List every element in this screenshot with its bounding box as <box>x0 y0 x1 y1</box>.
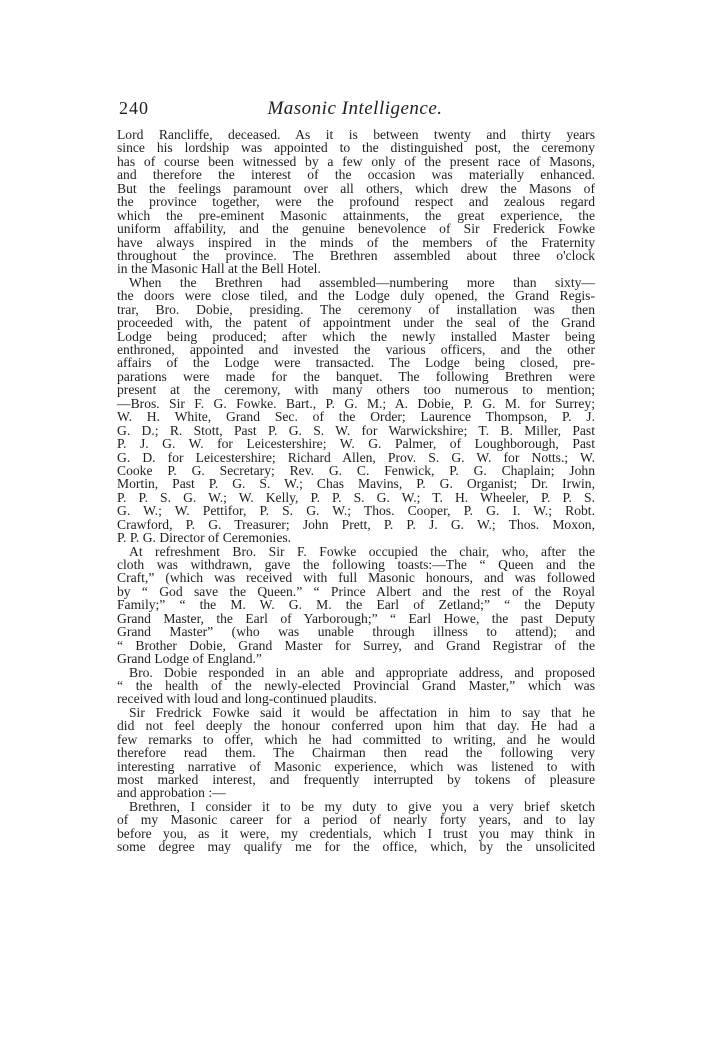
paragraph <box>117 706 595 800</box>
text-line: Bro. Dobie responded in an able and appropriate address, and proposed <box>129 664 595 680</box>
text-line: P. J. G. W. for Leicestershire; W. G. Palmer, of Loughborough, Past <box>117 436 595 452</box>
text-line: G. D. for Leicestershire; Richard Allen, Prov. S. G. W. for Notts.; W. <box>117 449 595 465</box>
text-line: Crawford, P. G. Treasurer; John Prett, P. P. J. G. W.; Thos. Moxon, <box>117 516 595 532</box>
text-line: parations were made for the banquet. The following Brethren were <box>117 368 595 384</box>
text-line: Lord Rancliffe, deceased. As it is between twenty and thirty years <box>117 127 595 142</box>
text-line: Cooke P. G. Secretary; Rev. G. C. Fenwick, P. G. Chaplain; John <box>117 462 595 478</box>
text-line: have always inspired in the minds of the members of the Fraternity <box>117 234 595 250</box>
text-line: When the Brethren had assembled—numbering more than sixty— <box>129 274 595 290</box>
text-line: uniform affability, and the genuine benevolence of Sir Frederick Fowke <box>117 221 595 237</box>
text-line: Grand Master, the Earl of Yarborough;” “ Earl Howe, the past Deputy <box>117 610 595 626</box>
page-number: 240 <box>119 98 149 118</box>
text-line: G. W.; W. Pettifor, P. S. G. W.; Thos. Cooper, P. G. I. W.; Robt. <box>117 503 595 519</box>
running-title: Masonic Intelligence. <box>267 98 443 119</box>
text-line: —Bros. Sir F. G. Fowke. Bart., P. G. M.; A. Dobie, P. G. M. for Surrey; <box>117 395 595 411</box>
text-line: since his lordship was appointed to the distinguished post, the ceremony <box>117 140 595 156</box>
text-line: interesting narrative of Masonic experience, which was listened to with <box>117 758 595 774</box>
paragraph <box>117 128 595 276</box>
text-line: and therefore the interest of the occasion was materially enhanced. <box>117 167 595 183</box>
paragraph <box>117 666 595 706</box>
text-line: which the pre-eminent Masonic attainments, the great experience, the <box>117 207 595 223</box>
text-line: P. P. G. Director of Ceremonies. <box>117 530 292 546</box>
text-line: enthroned, appointed and invested the various officers, and the other <box>117 342 595 357</box>
text-line: before you, as it were, my credentials, which I trust you may think in <box>117 825 595 841</box>
text-line: Mortin, Past P. G. S. W.; Chas Mavins, P. G. Organist; Dr. Irwin, <box>117 476 595 492</box>
text-line: Grand Master” (who was unable through illness to attend); and <box>117 624 595 640</box>
page-header <box>117 98 593 124</box>
text-line: Sir Fredrick Fowke said it would be affectation in him to say that he <box>129 704 595 720</box>
text-line: the doors were close tiled, and the Lodge duly opened, the Grand Regis- <box>117 288 595 304</box>
text-line: throughout the province. The Brethren assembled about three o'clock <box>117 247 595 263</box>
article-text <box>117 128 595 854</box>
text-line: cloth was withdrawn, gave the following toasts:—The “ Queen and the <box>117 557 595 572</box>
text-line: Brethren, I consider it to be my duty to give you a very brief sketch <box>129 798 595 814</box>
text-line: and approbation :— <box>117 785 226 801</box>
text-line: trar, Bro. Dobie, presiding. The ceremony of installation was then <box>117 301 595 317</box>
text-line: affairs of the Lodge were transacted. The Lodge being closed, pre- <box>117 355 595 371</box>
text-line: proceeded with, the patent of appointment under the seal of the Grand <box>117 315 595 331</box>
text-line: has of course been witnessed by a few only of the present race of Masons, <box>117 153 595 169</box>
text-line: received with loud and long-continued plaudits. <box>117 691 377 707</box>
text-line: Craft,” (which was received with full Masonic honours, and was followed <box>117 570 595 586</box>
text-line: some degree may qualify me for the office, which, by the unsolicited <box>117 839 595 855</box>
text-line: Grand Lodge of England.” <box>117 651 262 667</box>
text-line: P. P. S. G. W.; W. Kelly, P. P. S. G. W.; T. H. Wheeler, P. P. S. <box>117 489 595 505</box>
text-line: But the feelings paramount over all others, which drew the Masons of <box>117 180 595 196</box>
paragraph <box>117 276 595 545</box>
text-line: At refreshment Bro. Sir F. Fowke occupied the chair, who, after the <box>129 543 595 559</box>
text-line: in the Masonic Hall at the Bell Hotel. <box>117 261 321 277</box>
text-line: of my Masonic career for a period of nearly forty years, and to lay <box>117 812 595 828</box>
text-line: “ the health of the newly-elected Provincial Grand Master,” which was <box>117 677 595 693</box>
text-line: “ Brother Dobie, Grand Master for Surrey, and Grand Registrar of the <box>117 637 595 653</box>
text-line: therefore read them. The Chairman then read the following very <box>117 745 595 761</box>
text-line: G. D.; R. Stott, Past P. G. S. W. for Warwickshire; T. B. Miller, Past <box>117 422 595 438</box>
text-line: by “ God save the Queen.” “ Prince Albert and the rest of the Royal <box>117 583 595 599</box>
text-line: few remarks to offer, which he had committed to writing, and he would <box>117 731 595 747</box>
text-line: W. H. White, Grand Sec. of the Order; Laurence Thompson, P. J. <box>117 409 595 425</box>
paragraph <box>117 800 595 854</box>
text-line: most marked interest, and frequently interrupted by tokens of pleasure <box>117 772 595 787</box>
text-line: present at the ceremony, with many others too numerous to mention; <box>117 382 595 398</box>
text-line: did not feel deeply the honour conferred upon him that day. He had a <box>117 718 595 734</box>
text-line: Family;” “ the M. W. G. M. the Earl of Zetland;” “ the Deputy <box>117 597 595 613</box>
text-line: Lodge being produced; after which the newly installed Master being <box>117 328 595 344</box>
paragraph <box>117 545 595 666</box>
text-line: the province together, were the profound respect and zealous regard <box>117 194 595 210</box>
